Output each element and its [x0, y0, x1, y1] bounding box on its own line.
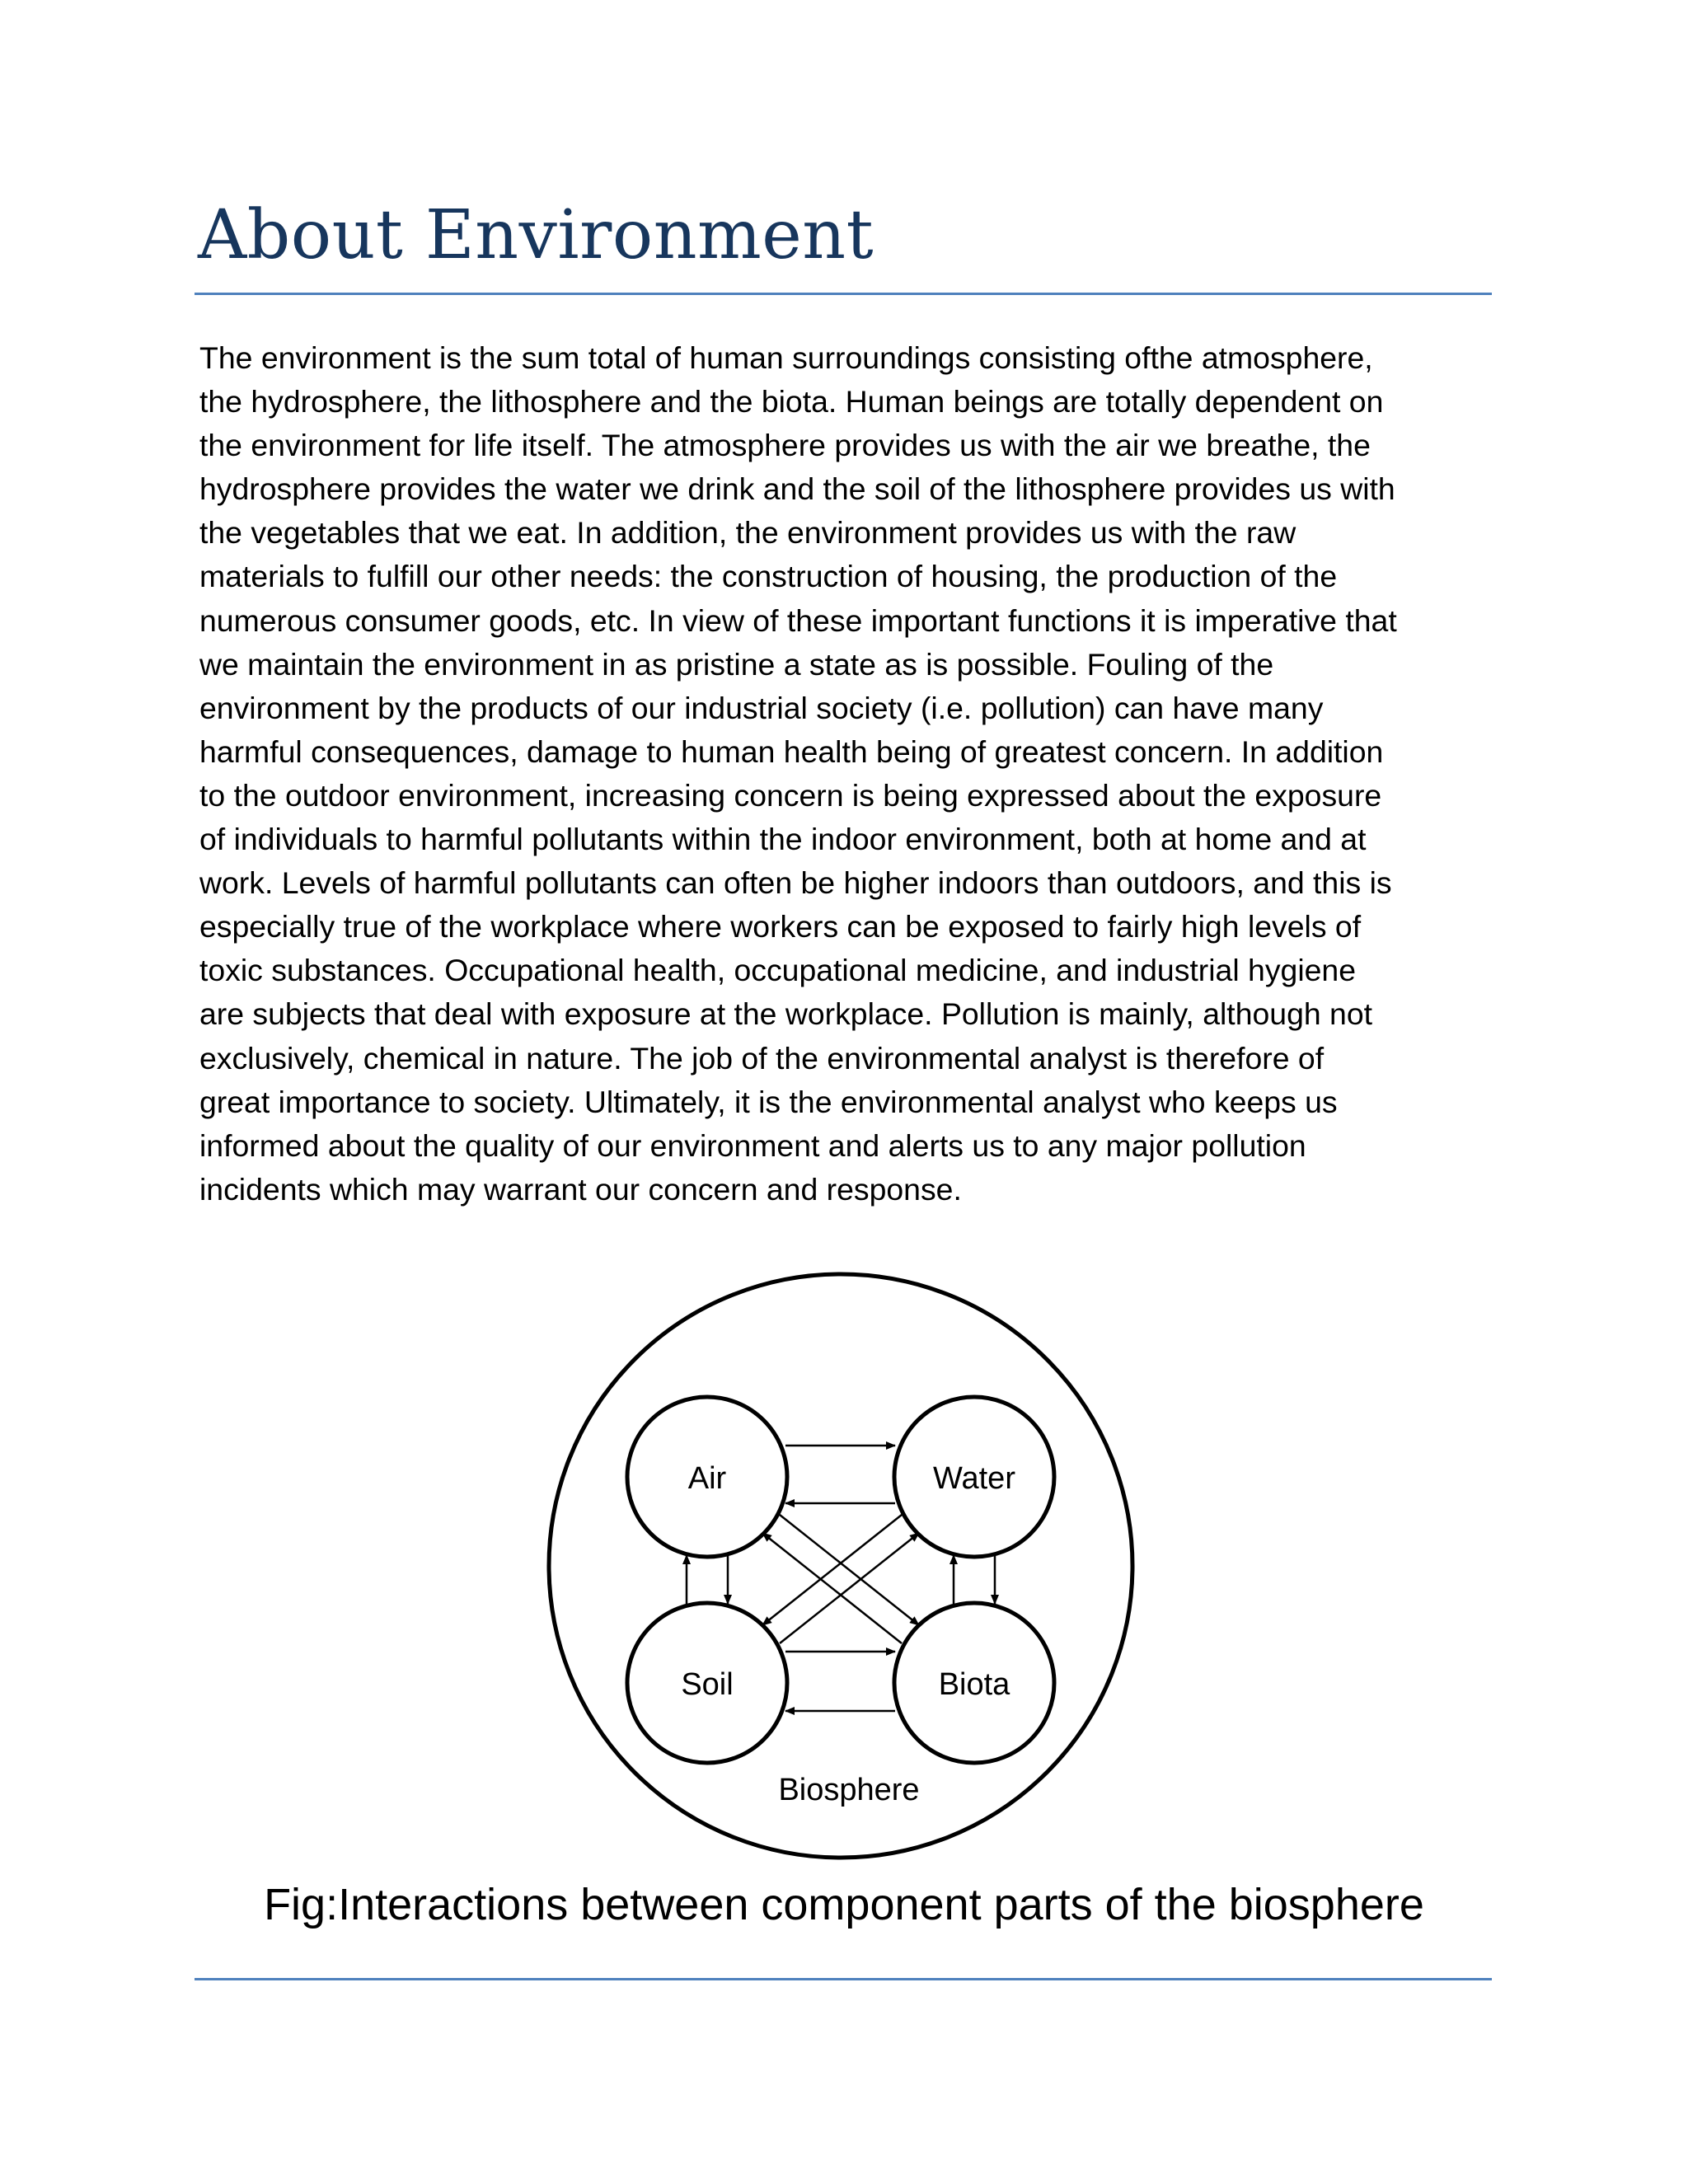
arrow-biota-to-air: [762, 1533, 902, 1643]
biosphere-diagram-svg: [544, 1269, 1137, 1879]
arrow-water-to-soil: [762, 1515, 902, 1625]
arrow-air-to-biota: [780, 1515, 919, 1625]
air-label: Air: [687, 1461, 727, 1496]
biosphere-diagram: [544, 1269, 1137, 1879]
body-paragraph: The environment is the sum total of human surroundings consisting ofthe atmosphere, the hydrosphere, the lithosphere and the biota. Human beings are totally dependent on the environment for life itself. The atmosphere provides us with the air we breathe, the hydrosphere provides the water we drink and the soil of the lithosphere provides us with the vegetables that we eat. In addition, the environment provides us with the raw materials to fulfill our other needs: the construction of housing, the production of the numerous consumer goods, etc. In view of these important functions it is imperative that we maintain the environment in as pristine a state as is possible. Fouling of the environment by the products of our industrial society (i.e. pollution) can have many harmful consequences, damage to human health being of greatest concern. In addition to the outdoor environment, increasing concern is being expressed about the exposure of individuals to harmful pollutants within the indoor environment, both at home and at work. Levels of harmful pollutants can often be higher indoors than outdoors, and this is especially true of the workplace where workers can be exposed to fairly high levels of toxic substances. Occupational health, occupational medicine, and industrial hygiene are subjects that deal with exposure at the workplace. Pollution is mainly, although not exclusively, chemical in nature. The job of the environmental analyst is therefore of great importance to society. Ultimately, it is the environmental analyst who keeps us informed about the quality of our environment and alerts us to any major pollution incidents which may warrant our concern and response.: [199, 340, 1397, 1207]
soil-label: Soil: [681, 1667, 734, 1702]
bottom-rule: [195, 1978, 1492, 1980]
biota-label: Biota: [938, 1667, 1010, 1702]
biosphere-label: Biosphere: [778, 1773, 920, 1807]
page-title: About Environment: [198, 196, 874, 274]
biosphere-circle: [549, 1274, 1132, 1858]
figure-caption: Fig:Interactions between component parts of the biosphere: [264, 1880, 1424, 1929]
arrow-soil-to-water: [780, 1533, 919, 1643]
water-label: Water: [933, 1461, 1015, 1496]
title-underline: [195, 293, 1492, 295]
